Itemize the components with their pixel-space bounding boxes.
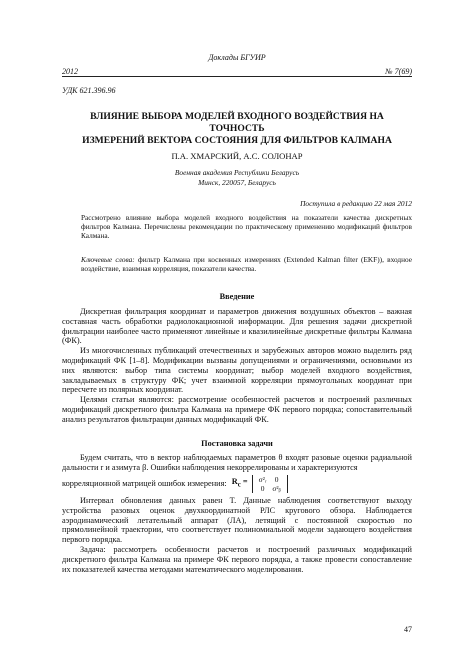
abstract: Рассмотрено влияние выбора моделей входного воздействия на показатели качества дискретных фильтров Калмана. Перечислены рекомендации по практическому применению модификаций фильтров Калмана.: [81, 213, 412, 241]
affiliation-line-2: Минск, 220057, Беларусь: [198, 177, 276, 187]
journal-name: Доклады БГУИР: [208, 53, 266, 62]
paragraph: Из многочисленных публикаций отечественных и зарубежных авторов можно выделить ряд модификаций ФК [1–8]. Модификации вызваны допущениями и ограничениями, основными из них являются: выбор типа системы координат; выбор моделей входного воздействия, закладываемых в структуру ФК; учет взаимной корреляции прямоугольных координат при пересчете из полярных координат.: [62, 346, 412, 395]
matrix-label: $R_c$ =: [231, 476, 248, 489]
title-line-2: ИЗМЕРЕНИЙ ВЕКТОРА СОСТОЯНИЯ ДЛЯ ФИЛЬТРОВ КАЛМАНА: [82, 135, 392, 146]
affiliation: [62, 168, 412, 187]
paragraph: Дискретная фильтрация координат и параметров движения воздушных объектов – важная составная часть обработки радиолокационной информации. Для решения задачи дискретной фильтрации наиболее часто применяют линейные и квазилинейные дискретные фильтры Калмана (ФК).: [62, 307, 412, 346]
intro-body: [62, 307, 412, 425]
matrix-cell: 0: [274, 474, 279, 484]
paragraph: Будем считать, что в вектор наблюдаемых параметров θ входят разовые оценки радиальной дальности r и азимута β. Ошибки наблюдения некоррелированы и характеризуются: [62, 453, 412, 472]
affiliation-line-1: Военная академия Республики Беларусь: [174, 168, 300, 177]
header-rule: [62, 76, 412, 77]
problem-body-top: [62, 453, 412, 495]
keywords-label: Ключевые слова:: [81, 255, 135, 264]
page-number: 47: [404, 625, 412, 634]
received-date: Поступила в редакцию 22 мая 2012: [300, 199, 412, 208]
udc-code: УДК 621.396.96: [62, 86, 116, 95]
section-heading-intro: Введение: [219, 292, 255, 301]
section-heading-problem: Постановка задачи: [201, 439, 273, 448]
matrix-cell: σ²ᵦ: [272, 483, 281, 493]
covariance-matrix: [232, 475, 288, 493]
article-title: [62, 111, 412, 147]
title-line-1: ВЛИЯНИЕ ВЫБОРА МОДЕЛЕЙ ВХОДНОГО ВОЗДЕЙСТВИЯ НА ТОЧНОСТЬ: [90, 111, 384, 134]
problem-body-bottom: [62, 496, 412, 574]
keywords-text: фильтр Калмана при косвенных измерениях (Extended Kalman filter (EKF)), входное воздействие, взаимная корреляция, показатели качества.: [81, 255, 412, 274]
equation-row: [62, 473, 412, 495]
journal-year: 2012: [62, 67, 78, 76]
matrix-grid: [252, 475, 288, 493]
journal-issue: № 7(69): [385, 67, 412, 76]
equation-text: корреляционной матрицей ошибок измерения:: [62, 478, 227, 488]
matrix-cell: 0: [260, 483, 265, 493]
paragraph: Задача: рассмотреть особенности расчетов и построений различных модификаций дискретного фильтра Калмана на примере ФК первого порядка, а также провести сопоставление их показателей качества методами математического моделирования.: [62, 544, 412, 574]
paragraph: Целями статьи являются: рассмотрение особенностей расчетов и построений различных модификаций дискретного фильтра Калмана на примере ФК первого порядка; сопоставительный анализ результатов фильтрации данных модификаций ФК.: [62, 395, 412, 424]
keywords: [81, 255, 412, 273]
matrix-cell: σ²ᵣ: [258, 474, 267, 484]
paragraph: Интервал обновления данных равен T. Данные наблюдения соответствуют выходу устройства разовых оценок двухкоординатной РЛС кругового обзора. Наблюдается аэродинамический летательный аппарат (ЛА), летящий с постоянной скоростью по прямолинейной траектории, что соответствует полиномиальной модели задающего воздействия первого порядка.: [62, 496, 412, 545]
authors: П.А. ХМАРСКИЙ, А.С. СОЛОНАР: [171, 151, 303, 161]
